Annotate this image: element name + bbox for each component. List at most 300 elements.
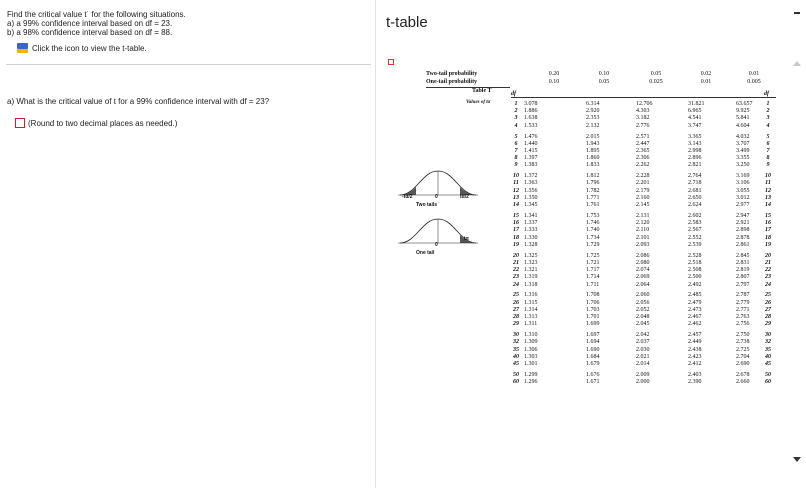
table-cell: 2.583 (688, 220, 702, 227)
scroll-up-icon[interactable] (793, 61, 801, 66)
table-cell: 3.250 (736, 162, 750, 169)
table-cell: 2.831 (736, 259, 750, 266)
scroll-down-icon[interactable] (793, 457, 801, 462)
table-cell: 2.898 (736, 227, 750, 234)
table-cell: 2.977 (736, 202, 750, 209)
df-cell: 3 (766, 115, 770, 122)
df-cell: 5 (766, 133, 770, 140)
table-cell: 1.690 (586, 346, 600, 353)
table-cell: 5.841 (736, 115, 750, 122)
table-cell: 1.833 (586, 162, 600, 169)
table-cell: 2.353 (586, 115, 600, 122)
table-cell: 1.721 (586, 259, 600, 266)
df-cell: 23 (765, 274, 771, 281)
table-cell: 2.064 (636, 281, 650, 288)
df-cell: 17 (765, 227, 771, 234)
table-cell: 1.782 (586, 187, 600, 194)
df-cell: 50 (765, 371, 771, 378)
table-cell: 2.403 (688, 371, 702, 378)
table-cell: 2.819 (736, 267, 750, 274)
df-cell: 26 (765, 299, 771, 306)
two-tails-caption: Two tails (416, 202, 438, 208)
table-cell: 2.776 (636, 122, 650, 129)
df-cell: 5 (514, 133, 518, 140)
df-cell: 29 (513, 321, 519, 328)
table-cell: 3.499 (736, 147, 750, 154)
df-cell: 9 (514, 162, 518, 169)
table-cell: 1.316 (524, 292, 538, 299)
df-cell: 21 (513, 259, 519, 266)
table-cell: 2.678 (736, 371, 750, 378)
table-cell: 1.676 (586, 371, 600, 378)
df-cell: 45 (765, 360, 771, 367)
df-cell: 50 (513, 371, 519, 378)
ttable-viewer[interactable] (386, 57, 792, 488)
table-cell: 1.309 (524, 339, 538, 346)
one-tail-prob-4: 0.01 (700, 79, 712, 85)
table-cell: 2.821 (688, 162, 702, 169)
df-cell: 14 (513, 202, 519, 209)
table-cell: 1.345 (524, 202, 538, 209)
df-cell: 19 (513, 241, 519, 248)
table-cell: 1.943 (586, 140, 600, 147)
df-cell: 27 (513, 306, 519, 313)
df-cell: 4 (514, 122, 518, 129)
df-column-left (508, 101, 524, 386)
table-label: Table T (472, 88, 492, 94)
table-cell: 2.042 (636, 332, 650, 339)
table-cell: 1.533 (524, 122, 538, 129)
table-cell: 2.764 (688, 173, 702, 180)
table-cell: 1.740 (586, 227, 600, 234)
table-cell: 2.518 (688, 259, 702, 266)
table-cell: 2.060 (636, 292, 650, 299)
table-cell: 12.706 (636, 101, 653, 107)
table-cell: 1.328 (524, 241, 538, 248)
document-icon[interactable] (388, 59, 394, 65)
table-cell: 1.323 (524, 259, 538, 266)
table-cell: 2.492 (688, 281, 702, 288)
df-cell: 32 (765, 339, 771, 346)
table-cell: 1.812 (586, 173, 600, 180)
df-cell: 14 (765, 202, 771, 209)
ttable-scrollbar[interactable] (792, 57, 802, 468)
zero2-label: 0 (435, 242, 438, 248)
df-cell: 25 (765, 292, 771, 299)
df-cell: 12 (513, 187, 519, 194)
table-cell: 2.725 (736, 346, 750, 353)
df-cell: 6 (766, 140, 770, 147)
table-cell: 2.921 (736, 220, 750, 227)
task-line-1: Find the critical value t˙ for the following situations. (7, 10, 186, 19)
table-cell: 2.262 (636, 162, 650, 169)
df-cell: 25 (513, 292, 519, 299)
df-cell: 1 (514, 101, 518, 107)
table-cell: 1.299 (524, 371, 538, 378)
df-cell: 29 (765, 321, 771, 328)
table-cell: 1.315 (524, 299, 538, 306)
table-cell: 2.390 (688, 379, 702, 386)
df-cell: 22 (513, 267, 519, 274)
table-cell: 2.030 (636, 346, 650, 353)
table-cell: 2.086 (636, 252, 650, 259)
table-cell: 6.965 (688, 108, 702, 115)
df-cell: 32 (513, 339, 519, 346)
table-cell: 2.779 (736, 299, 750, 306)
table-cell: 2.423 (688, 353, 702, 360)
table-cell: 2.052 (636, 306, 650, 313)
df-cell: 7 (766, 147, 770, 154)
table-cell: 3.707 (736, 140, 750, 147)
table-cell: 2.473 (688, 306, 702, 313)
table-cell: 2.539 (688, 241, 702, 248)
table-cell: 2.000 (636, 379, 650, 386)
table-cell: 1.638 (524, 115, 538, 122)
table-cell: 2.093 (636, 241, 650, 248)
table-cell: 1.703 (586, 306, 600, 313)
table-cell: 1.330 (524, 234, 538, 241)
df-column-right (760, 101, 776, 386)
table-cell: 1.746 (586, 220, 600, 227)
table-cell: 1.372 (524, 173, 538, 180)
table-cell: 2.528 (688, 252, 702, 259)
table-cell: 2.365 (636, 147, 650, 154)
table-cell: 1.694 (586, 339, 600, 346)
table-cell: 2.508 (688, 267, 702, 274)
table-cell: 1.717 (586, 267, 600, 274)
two-tail-prob-1: 0.20 (548, 71, 560, 77)
table-cell: 1.313 (524, 314, 538, 321)
two-tail-prob-5: 0.01 (748, 71, 760, 77)
table-cell: 3.055 (736, 187, 750, 194)
table-cell: 1.314 (524, 306, 538, 313)
table-cell: 4.303 (636, 108, 650, 115)
table-cell: 6.314 (586, 101, 600, 107)
df-header-right: df (764, 91, 769, 97)
df-cell: 9 (766, 162, 770, 169)
table-cell: 1.303 (524, 353, 538, 360)
one-tail-bell-curve (398, 217, 478, 249)
table-cell: 2.467 (688, 314, 702, 321)
table-cell: 1.679 (586, 360, 600, 367)
two-tail-prob-4: 0.02 (700, 71, 712, 77)
table-cell: 1.729 (586, 241, 600, 248)
one-tail-prob-3: 0.025 (649, 79, 663, 85)
df-cell: 8 (514, 155, 518, 162)
ttable-hint[interactable] (17, 43, 147, 53)
table-cell: 2.479 (688, 299, 702, 306)
table-cell: 2.624 (688, 202, 702, 209)
df-cell: 11 (765, 180, 771, 187)
table-cell: 2.807 (736, 274, 750, 281)
one-tail-prob-5: 0.005 (747, 79, 761, 85)
table-cell: 1.363 (524, 180, 538, 187)
table-cell: 1.886 (524, 108, 538, 115)
table-cell: 1.753 (586, 213, 600, 220)
df-header-left: df (511, 91, 516, 97)
table-cell: 2.690 (736, 360, 750, 367)
table-cell: 1.333 (524, 227, 538, 234)
table-cell: 3.078 (524, 101, 538, 107)
table-cell: 1.697 (586, 332, 600, 339)
panel-title: t-table (386, 14, 428, 31)
table-cell: 2.074 (636, 267, 650, 274)
question-pane (0, 0, 375, 488)
table-cell: 3.106 (736, 180, 750, 187)
table-cell: 2.845 (736, 252, 750, 259)
table-cell: 1.706 (586, 299, 600, 306)
table-cell: 2.045 (636, 321, 650, 328)
table-cell: 2.571 (636, 133, 650, 140)
df-cell: 6 (514, 140, 518, 147)
table-cell: 3.169 (736, 173, 750, 180)
df-cell: 35 (765, 346, 771, 353)
table-cell: 3.747 (688, 122, 702, 129)
table-cell: 2.756 (736, 321, 750, 328)
df-cell: 17 (513, 227, 519, 234)
df-cell: 40 (765, 353, 771, 360)
rounding-note: (Round to two decimal places as needed.) (28, 118, 178, 128)
table-cell: 2.878 (736, 234, 750, 241)
table-cell: 2.462 (688, 321, 702, 328)
table-cell: 1.708 (586, 292, 600, 299)
table-cell: 1.311 (524, 321, 538, 328)
table-cell: 2.120 (636, 220, 650, 227)
table-cell: 2.771 (736, 306, 750, 313)
column-p010 (586, 101, 626, 386)
df-cell: 8 (766, 155, 770, 162)
table-cell: 2.110 (636, 227, 650, 234)
table-cell: 2.101 (636, 234, 650, 241)
table-cell: 2.920 (586, 108, 600, 115)
table-cell: 2.306 (636, 155, 650, 162)
table-cell: 1.734 (586, 234, 600, 241)
table-cell: 31.821 (688, 101, 705, 107)
table-cell: 1.714 (586, 274, 600, 281)
table-cell: 2.438 (688, 346, 702, 353)
header-rule (426, 87, 510, 88)
table-cell: 2.681 (688, 187, 702, 194)
neg-t-label: -tα/2 (402, 194, 413, 200)
table-cell: 3.355 (736, 155, 750, 162)
table-cell: 1.761 (586, 202, 600, 209)
hint-text: Click the icon to view the t-table. (32, 43, 147, 53)
table-cell: 1.684 (586, 353, 600, 360)
table-cell: 2.037 (636, 339, 650, 346)
task-line-2: a) a 99% confidence interval based on df = 23. (7, 19, 173, 28)
df-cell: 16 (513, 220, 519, 227)
df-cell: 45 (513, 360, 519, 367)
close-icon[interactable] (794, 12, 800, 14)
zero-label: 0 (435, 194, 438, 200)
table-cell: 3.182 (636, 115, 650, 122)
df-cell: 60 (765, 379, 771, 386)
one-tail-diagram (398, 217, 478, 254)
table-cell: 2.021 (636, 353, 650, 360)
one-tail-prob-2: 0.05 (598, 79, 610, 85)
table-cell: 2.015 (586, 133, 600, 140)
table-cell: 2.132 (586, 122, 600, 129)
table-cell: 1.671 (586, 379, 600, 386)
df-cell: 3 (514, 115, 518, 122)
df-cell: 13 (765, 194, 771, 201)
df-cell: 26 (513, 299, 519, 306)
table-cell: 1.296 (524, 379, 538, 386)
table-cell: 2.201 (636, 180, 650, 187)
df-cell: 20 (765, 252, 771, 259)
table-cell: 2.650 (688, 194, 702, 201)
column-p020 (524, 101, 564, 386)
df-cell: 13 (513, 194, 519, 201)
table-cell: 2.861 (736, 241, 750, 248)
table-cell: 2.947 (736, 213, 750, 220)
df-cell: 30 (765, 332, 771, 339)
table-cell: 2.009 (636, 371, 650, 378)
table-cell: 1.310 (524, 332, 538, 339)
table-cell: 63.657 (736, 101, 753, 107)
table-cell: 2.412 (688, 360, 702, 367)
table-cell: 1.306 (524, 346, 538, 353)
table-cell: 1.325 (524, 252, 538, 259)
one-tail-caption: One tail (416, 250, 435, 256)
table-cell: 1.397 (524, 155, 538, 162)
table-cell: 1.356 (524, 187, 538, 194)
df-cell: 20 (513, 252, 519, 259)
table-cell: 2.787 (736, 292, 750, 299)
table-cell: 2.228 (636, 173, 650, 180)
question-text: a) What is the critical value of t for a 99% confidence interval with df = 23? (7, 97, 270, 106)
table-cell: 3.365 (688, 133, 702, 140)
table-cell: 2.457 (688, 332, 702, 339)
table-cell: 1.318 (524, 281, 538, 288)
table-cell: 2.056 (636, 299, 650, 306)
df-cell: 28 (513, 314, 519, 321)
alpha-label: tα (464, 236, 469, 242)
two-tail-label: Two-tail probability (426, 71, 478, 77)
one-tail-label: One-tail probability (426, 79, 478, 85)
table-top-rule (511, 97, 776, 98)
df-cell: 16 (765, 220, 771, 227)
pos-t-label: tα/2 (460, 194, 469, 200)
table-cell: 2.567 (688, 227, 702, 234)
hint-book-icon[interactable] (17, 43, 28, 53)
table-cell: 2.602 (688, 213, 702, 220)
df-cell: 22 (765, 267, 771, 274)
table-cell: 1.319 (524, 274, 538, 281)
table-cell: 3.143 (688, 140, 702, 147)
table-cell: 2.145 (636, 202, 650, 209)
table-cell: 2.896 (688, 155, 702, 162)
df-cell: 12 (765, 187, 771, 194)
df-cell: 30 (513, 332, 519, 339)
answer-input[interactable] (15, 118, 25, 128)
df-cell: 23 (513, 274, 519, 281)
table-cell: 2.131 (636, 213, 650, 220)
values-label: Values of tα (466, 100, 491, 105)
df-cell: 7 (514, 147, 518, 154)
pane-separator (375, 0, 376, 488)
table-cell: 2.660 (736, 379, 750, 386)
table-cell: 1.301 (524, 360, 538, 367)
df-cell: 19 (765, 241, 771, 248)
table-cell: 2.718 (688, 180, 702, 187)
table-cell: 2.179 (636, 187, 650, 194)
table-cell: 1.350 (524, 194, 538, 201)
table-cell: 1.796 (586, 180, 600, 187)
df-cell: 2 (514, 108, 518, 115)
table-cell: 2.797 (736, 281, 750, 288)
df-cell: 28 (765, 314, 771, 321)
table-cell: 2.080 (636, 259, 650, 266)
df-cell: 11 (513, 180, 519, 187)
table-cell: 9.925 (736, 108, 750, 115)
table-cell: 1.711 (586, 281, 600, 288)
column-p005 (636, 101, 676, 386)
one-tail-prob-1: 0.10 (548, 79, 560, 85)
table-cell: 2.160 (636, 194, 650, 201)
task-line-3: b) a 98% confidence interval based on df = 88. (7, 28, 173, 37)
table-cell: 2.750 (736, 332, 750, 339)
table-cell: 1.321 (524, 267, 538, 274)
table-cell: 2.500 (688, 274, 702, 281)
column-p002 (688, 101, 728, 386)
table-cell: 1.383 (524, 162, 538, 169)
table-cell: 4.032 (736, 133, 750, 140)
table-cell: 2.069 (636, 274, 650, 281)
table-cell: 1.440 (524, 140, 538, 147)
table-cell: 2.447 (636, 140, 650, 147)
table-cell: 1.860 (586, 155, 600, 162)
table-cell: 2.998 (688, 147, 702, 154)
answer-row (15, 118, 177, 128)
table-cell: 1.415 (524, 147, 538, 154)
table-cell: 3.012 (736, 194, 750, 201)
table-cell: 2.485 (688, 292, 702, 299)
df-cell: 10 (765, 173, 771, 180)
df-cell: 40 (513, 353, 519, 360)
df-cell: 18 (765, 234, 771, 241)
df-cell: 35 (513, 346, 519, 353)
table-cell: 1.341 (524, 213, 538, 220)
divider (6, 64, 371, 65)
df-cell: 24 (513, 281, 519, 288)
df-cell: 24 (765, 281, 771, 288)
df-cell: 2 (766, 108, 770, 115)
table-cell: 1.895 (586, 147, 600, 154)
table-cell: 2.449 (688, 339, 702, 346)
df-cell: 21 (765, 259, 771, 266)
df-cell: 1 (766, 101, 770, 107)
df-cell: 15 (765, 213, 771, 220)
df-cell: 18 (513, 234, 519, 241)
df-cell: 15 (513, 213, 519, 220)
df-cell: 27 (765, 306, 771, 313)
table-cell: 2.763 (736, 314, 750, 321)
table-cell: 2.738 (736, 339, 750, 346)
table-cell: 1.701 (586, 314, 600, 321)
table-cell: 4.541 (688, 115, 702, 122)
table-cell: 2.014 (636, 360, 650, 367)
two-tail-prob-2: 0.10 (598, 71, 610, 77)
df-cell: 60 (513, 379, 519, 386)
table-cell: 1.771 (586, 194, 600, 201)
table-cell: 1.725 (586, 252, 600, 259)
two-tail-prob-3: 0.05 (650, 71, 662, 77)
table-cell: 1.476 (524, 133, 538, 140)
two-tail-diagram (398, 169, 478, 206)
table-cell: 1.337 (524, 220, 538, 227)
table-cell: 2.048 (636, 314, 650, 321)
